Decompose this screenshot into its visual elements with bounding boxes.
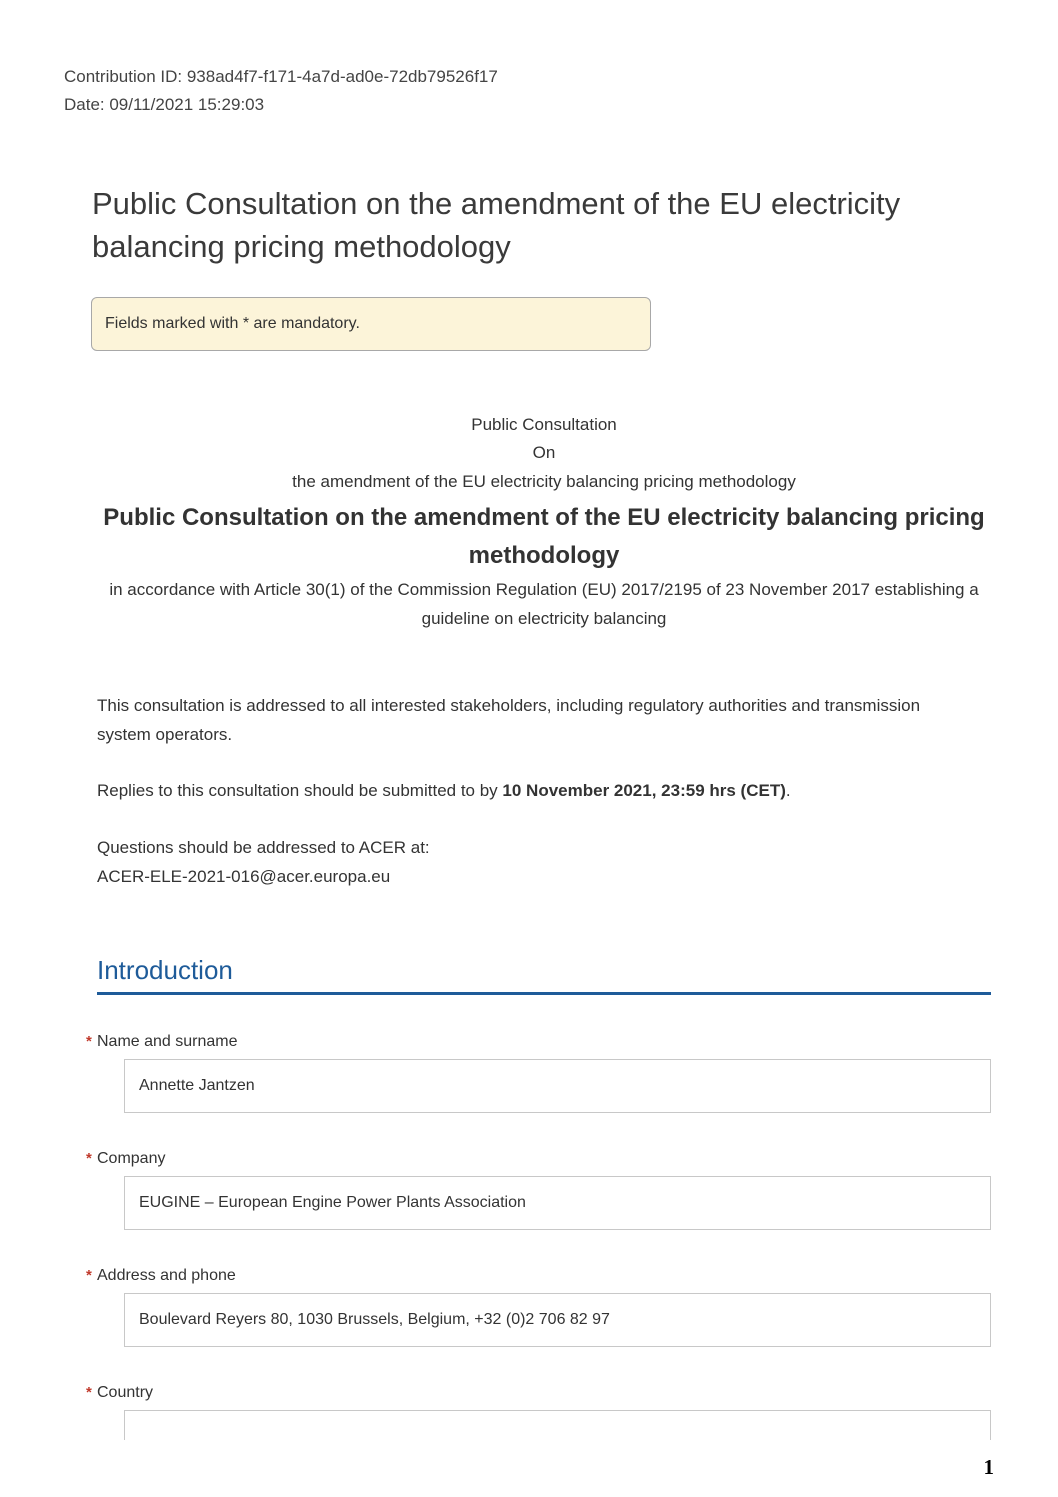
required-asterisk: * (86, 1384, 92, 1401)
address-phone-field[interactable] (124, 1293, 991, 1347)
deadline-paragraph (97, 776, 977, 805)
field-value: Annette Jantzen (139, 1077, 255, 1094)
intro-subtitle: in accordance with Article 30(1) of the Commission Regulation (EU) 2017/2195 of 23 November 2017 establishing a guideline on electricity balancing (109, 580, 979, 628)
field-value: Boulevard Reyers 80, 1030 Brussels, Belgium, +32 (0)2 706 82 97 (139, 1311, 610, 1328)
deadline-suffix: . (785, 781, 791, 800)
mandatory-notice (91, 297, 651, 351)
country-field-label (86, 1384, 153, 1402)
deadline-date: 10 November 2021, 23:59 hrs (CET) (502, 781, 786, 800)
mandatory-notice-text: Fields marked with * are mandatory. (105, 315, 360, 332)
submission-date: Date: 09/11/2021 15:29:03 (64, 95, 265, 114)
contact-email: ACER-ELE-2021-016@acer.europa.eu (97, 867, 391, 886)
required-asterisk: * (86, 1150, 92, 1167)
field-label-text: Country (97, 1384, 154, 1401)
addressed-to-paragraph: This consultation is addressed to all interested stakeholders, including regulatory authorities and transmission system operators. (97, 696, 921, 744)
section-divider (97, 992, 991, 995)
intro-line-1: Public Consultation (471, 415, 617, 434)
field-label-text: Address and phone (97, 1267, 236, 1284)
questions-line: Questions should be addressed to ACER at: (97, 838, 430, 857)
address-field-label (86, 1267, 236, 1285)
field-value: EUGINE – European Engine Power Plants Association (139, 1194, 526, 1211)
company-field-label (86, 1150, 165, 1168)
company-field[interactable] (124, 1176, 991, 1230)
deadline-prefix: Replies to this consultation should be submitted to by (97, 781, 503, 800)
name-field[interactable] (124, 1059, 991, 1113)
page-number: 1 (983, 1455, 994, 1479)
intro-line-2: On (532, 443, 556, 462)
required-asterisk: * (86, 1267, 92, 1284)
required-asterisk: * (86, 1033, 92, 1050)
contribution-id: Contribution ID: 938ad4f7-f171-4a7d-ad0e-72db79526f17 (64, 67, 498, 86)
name-field-label (86, 1033, 238, 1051)
questions-paragraph (97, 833, 977, 891)
section-title-introduction: Introduction (97, 955, 233, 985)
country-field[interactable] (124, 1410, 991, 1440)
field-label-text: Name and surname (97, 1033, 238, 1050)
intro-line-3: the amendment of the EU electricity balancing pricing methodology (292, 472, 796, 491)
page-title: Public Consultation on the amendment of the EU electricity balancing pricing methodology (92, 186, 901, 264)
field-label-text: Company (97, 1150, 166, 1167)
intro-bold-title: Public Consultation on the amendment of the EU electricity balancing pricing methodology (103, 504, 985, 569)
